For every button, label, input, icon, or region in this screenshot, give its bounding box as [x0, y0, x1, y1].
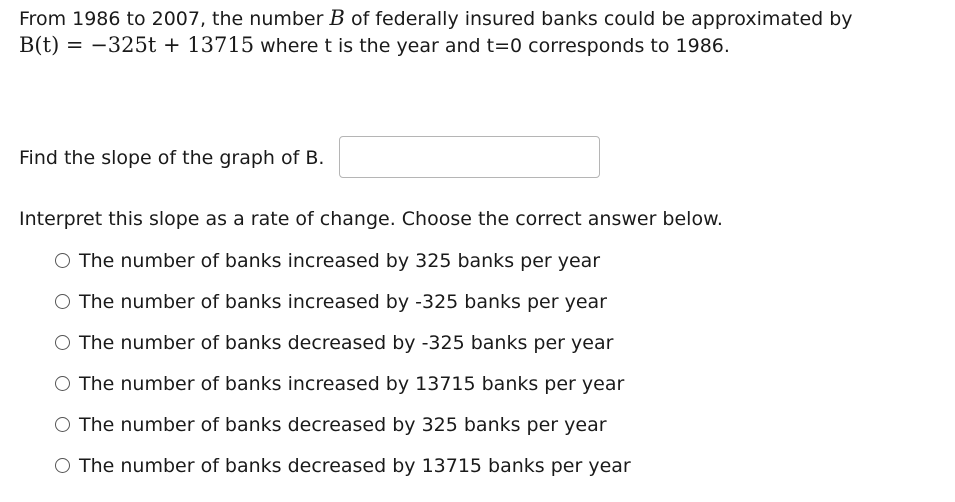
variable-b: B: [329, 6, 345, 30]
option-2[interactable]: [55, 281, 631, 322]
option-label: The number of banks decreased by 13715 banks per year: [79, 454, 631, 477]
radio-button-icon[interactable]: [55, 458, 70, 473]
radio-button-icon[interactable]: [55, 376, 70, 391]
option-label: The number of banks decreased by -325 banks per year: [79, 331, 614, 354]
problem-text-end: of federally insured banks could be approximated by: [344, 8, 853, 30]
interpret-question-label: Interpret this slope as a rate of change. Choose the correct answer below.: [19, 208, 723, 230]
option-label: The number of banks increased by 13715 banks per year: [79, 372, 625, 395]
slope-answer-input[interactable]: [339, 136, 600, 178]
problem-line-2: [19, 32, 853, 59]
formula: B(t) = −325t + 13715: [19, 33, 255, 57]
option-label: The number of banks increased by -325 banks per year: [79, 290, 607, 313]
problem-line-1: [19, 5, 853, 32]
option-label: The number of banks decreased by 325 banks per year: [79, 413, 607, 436]
radio-button-icon[interactable]: [55, 294, 70, 309]
radio-button-icon[interactable]: [55, 253, 70, 268]
option-6[interactable]: [55, 445, 631, 486]
radio-button-icon[interactable]: [55, 335, 70, 350]
option-label: The number of banks increased by 325 banks per year: [79, 249, 601, 272]
option-1[interactable]: [55, 240, 631, 281]
radio-button-icon[interactable]: [55, 417, 70, 432]
slope-question-label: Find the slope of the graph of B.: [19, 147, 325, 169]
option-5[interactable]: [55, 404, 631, 445]
answer-options: [55, 240, 631, 486]
option-4[interactable]: [55, 363, 631, 404]
problem-statement: [19, 5, 853, 59]
problem-text-start: From 1986 to 2007, the number: [19, 8, 330, 30]
option-3[interactable]: [55, 322, 631, 363]
problem-text-line2: where t is the year and t=0 corresponds to 1986.: [254, 35, 730, 57]
